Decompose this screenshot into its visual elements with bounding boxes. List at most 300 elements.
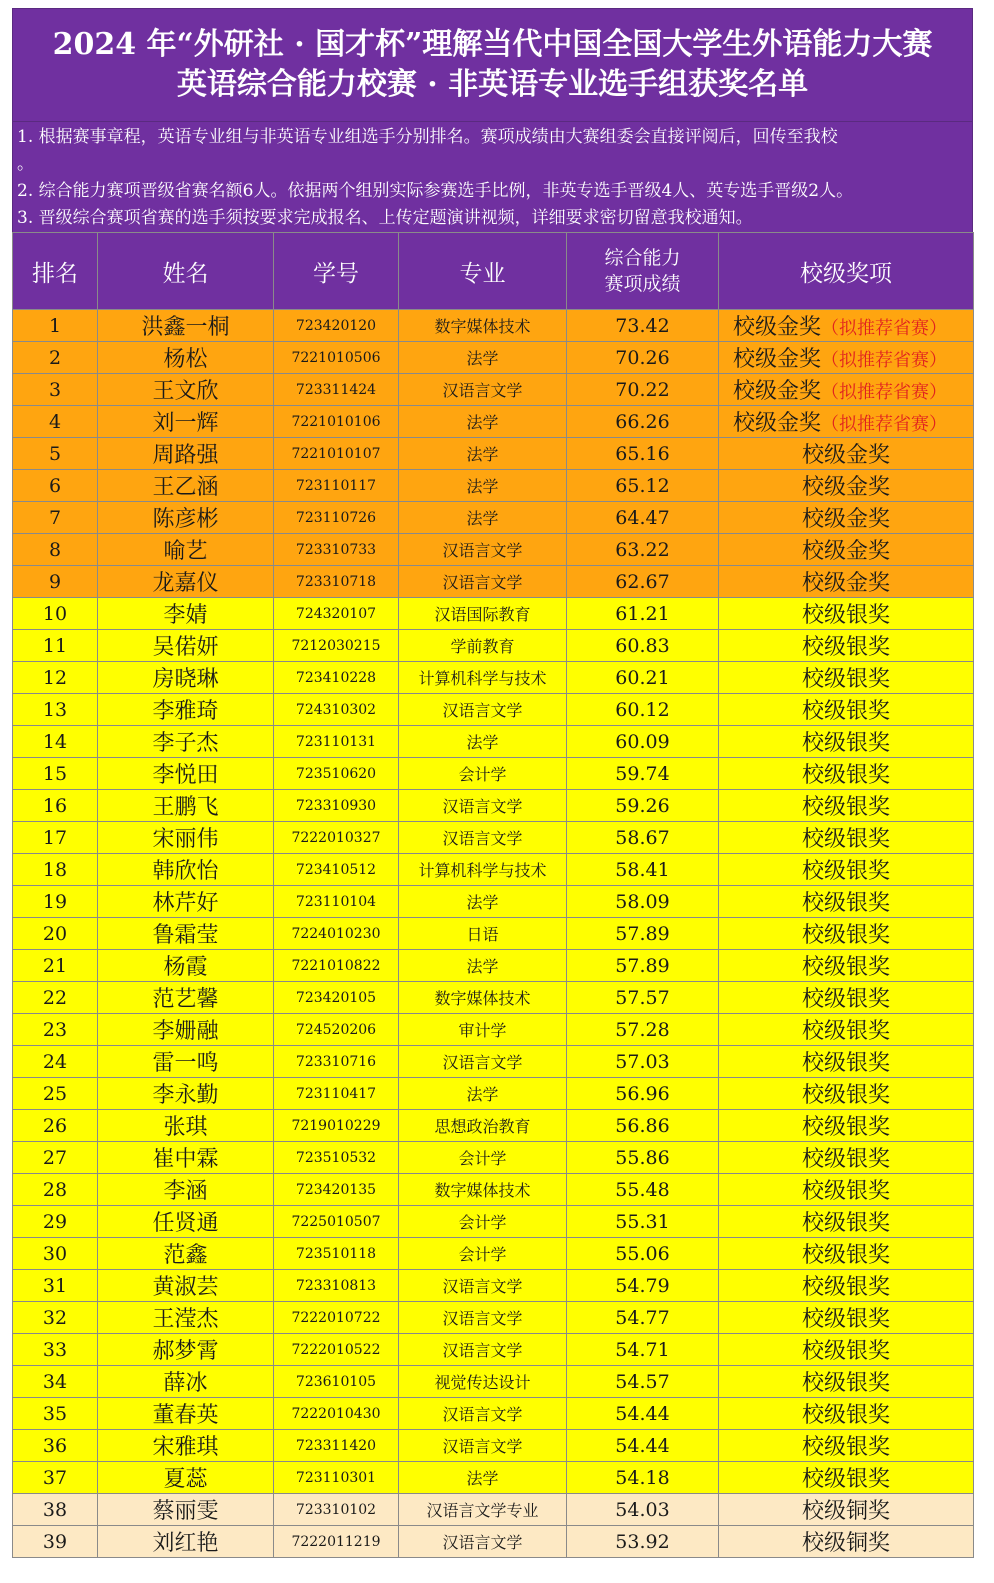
rank-cell: 7 <box>13 502 98 534</box>
award-label: 校级银奖 <box>801 1211 890 1236</box>
major-cell: 计算机科学与技术 <box>399 854 567 886</box>
student-id-cell: 723510118 <box>274 1238 399 1270</box>
recommend-note: （拟推荐省赛） <box>821 318 948 339</box>
award-cell <box>719 694 974 726</box>
rank-cell: 12 <box>13 662 98 694</box>
name-cell: 吴偌妍 <box>98 630 274 662</box>
table-row <box>13 534 974 566</box>
award-label: 校级金奖 <box>733 315 822 340</box>
score-cell: 54.18 <box>567 1462 719 1494</box>
major-cell: 法学 <box>399 502 567 534</box>
table-row <box>13 1398 974 1430</box>
score-cell: 66.26 <box>567 406 719 438</box>
score-cell: 54.57 <box>567 1366 719 1398</box>
note-1: 1. 根据赛事章程，英语专业组与非英语专业组选手分别排名。赛项成绩由大赛组委会直接评阅后，回传至我校 <box>17 127 838 147</box>
award-cell <box>719 1430 974 1462</box>
major-cell: 汉语言文学 <box>399 1398 567 1430</box>
header-rank: 排名 <box>13 233 98 310</box>
major-cell: 汉语言文学 <box>399 822 567 854</box>
student-id-cell: 724310302 <box>274 694 399 726</box>
award-label: 校级银奖 <box>801 603 890 628</box>
rank-cell: 27 <box>13 1142 98 1174</box>
student-id-cell: 723410228 <box>274 662 399 694</box>
student-id-cell: 7212030215 <box>274 630 399 662</box>
student-id-cell: 7221010822 <box>274 950 399 982</box>
table-row <box>13 310 974 342</box>
award-table <box>12 232 974 1558</box>
name-cell: 范鑫 <box>98 1238 274 1270</box>
award-cell <box>719 854 974 886</box>
major-cell: 会计学 <box>399 1238 567 1270</box>
award-label: 校级银奖 <box>801 1275 890 1300</box>
award-cell <box>719 630 974 662</box>
award-label: 校级银奖 <box>801 1179 890 1204</box>
student-id-cell: 723310102 <box>274 1494 399 1526</box>
award-cell <box>719 918 974 950</box>
major-cell: 法学 <box>399 1462 567 1494</box>
award-cell <box>719 374 974 406</box>
score-cell: 57.57 <box>567 982 719 1014</box>
name-cell: 房晓琳 <box>98 662 274 694</box>
header-score-line-2: 赛项成绩 <box>604 273 681 295</box>
score-cell: 55.31 <box>567 1206 719 1238</box>
award-label: 校级银奖 <box>801 1243 890 1268</box>
score-cell: 55.06 <box>567 1238 719 1270</box>
student-id-cell: 7225010507 <box>274 1206 399 1238</box>
score-cell: 58.09 <box>567 886 719 918</box>
award-cell <box>719 598 974 630</box>
score-cell: 62.67 <box>567 566 719 598</box>
rank-cell: 17 <box>13 822 98 854</box>
award-cell <box>719 502 974 534</box>
table-row <box>13 1206 974 1238</box>
score-cell: 53.92 <box>567 1526 719 1558</box>
award-label: 校级银奖 <box>801 635 890 660</box>
award-label: 校级银奖 <box>801 1083 890 1108</box>
award-sheet <box>12 8 973 1558</box>
student-id-cell: 723310716 <box>274 1046 399 1078</box>
major-cell: 汉语言文学 <box>399 1430 567 1462</box>
award-label: 校级银奖 <box>801 1435 890 1460</box>
rank-cell: 26 <box>13 1110 98 1142</box>
name-cell: 董春英 <box>98 1398 274 1430</box>
score-cell: 54.44 <box>567 1430 719 1462</box>
table-row <box>13 1366 974 1398</box>
award-cell <box>719 1238 974 1270</box>
student-id-cell: 723420105 <box>274 982 399 1014</box>
student-id-cell: 7222011219 <box>274 1526 399 1558</box>
award-label: 校级银奖 <box>801 1307 890 1332</box>
name-cell: 王文欣 <box>98 374 274 406</box>
award-cell <box>719 1398 974 1430</box>
student-id-cell: 7224010230 <box>274 918 399 950</box>
title-line-1: 2024 年“外研社 · 国才杯”理解当代中国全国大学生外语能力大赛 <box>52 27 933 62</box>
award-cell <box>719 1014 974 1046</box>
name-cell: 陈彦彬 <box>98 502 274 534</box>
award-cell <box>719 1078 974 1110</box>
score-cell: 58.41 <box>567 854 719 886</box>
rank-cell: 25 <box>13 1078 98 1110</box>
major-cell: 数字媒体技术 <box>399 982 567 1014</box>
student-id-cell: 723110726 <box>274 502 399 534</box>
name-cell: 张琪 <box>98 1110 274 1142</box>
rank-cell: 37 <box>13 1462 98 1494</box>
major-cell: 汉语国际教育 <box>399 598 567 630</box>
table-row <box>13 566 974 598</box>
award-cell <box>719 950 974 982</box>
rank-cell: 11 <box>13 630 98 662</box>
note-1-cont: 。 <box>17 154 34 174</box>
score-cell: 73.42 <box>567 310 719 342</box>
rank-cell: 23 <box>13 1014 98 1046</box>
table-row <box>13 950 974 982</box>
table-row <box>13 438 974 470</box>
table-row <box>13 1014 974 1046</box>
major-cell: 思想政治教育 <box>399 1110 567 1142</box>
major-cell: 汉语言文学专业 <box>399 1494 567 1526</box>
rank-cell: 8 <box>13 534 98 566</box>
name-cell: 李婧 <box>98 598 274 630</box>
student-id-cell: 723110301 <box>274 1462 399 1494</box>
major-cell: 会计学 <box>399 1142 567 1174</box>
table-row <box>13 854 974 886</box>
recommend-note: （拟推荐省赛） <box>821 382 948 403</box>
student-id-cell: 723610105 <box>274 1366 399 1398</box>
name-cell: 雷一鸣 <box>98 1046 274 1078</box>
award-label: 校级银奖 <box>801 795 890 820</box>
award-label: 校级银奖 <box>801 1147 890 1172</box>
major-cell: 数字媒体技术 <box>399 310 567 342</box>
major-cell: 法学 <box>399 886 567 918</box>
header-major: 专业 <box>399 233 567 310</box>
title-block <box>12 8 973 122</box>
student-id-cell: 7222010522 <box>274 1334 399 1366</box>
table-row <box>13 406 974 438</box>
award-label: 校级银奖 <box>801 1467 890 1492</box>
table-row <box>13 470 974 502</box>
score-cell: 57.89 <box>567 918 719 950</box>
student-id-cell: 723110104 <box>274 886 399 918</box>
table-row <box>13 758 974 790</box>
table-row <box>13 1462 974 1494</box>
table-row <box>13 1238 974 1270</box>
student-id-cell: 723311424 <box>274 374 399 406</box>
table-body <box>13 310 974 1558</box>
score-cell: 59.26 <box>567 790 719 822</box>
award-cell <box>719 1494 974 1526</box>
award-cell <box>719 534 974 566</box>
score-cell: 58.67 <box>567 822 719 854</box>
student-id-cell: 723510532 <box>274 1142 399 1174</box>
major-cell: 会计学 <box>399 758 567 790</box>
award-label: 校级银奖 <box>801 891 890 916</box>
table-row <box>13 982 974 1014</box>
score-cell: 57.89 <box>567 950 719 982</box>
award-cell <box>719 1302 974 1334</box>
major-cell: 数字媒体技术 <box>399 1174 567 1206</box>
rank-cell: 36 <box>13 1430 98 1462</box>
name-cell: 龙嘉仪 <box>98 566 274 598</box>
student-id-cell: 7222010327 <box>274 822 399 854</box>
rank-cell: 6 <box>13 470 98 502</box>
award-cell <box>719 1046 974 1078</box>
table-row <box>13 630 974 662</box>
table-row <box>13 598 974 630</box>
award-label: 校级银奖 <box>801 763 890 788</box>
award-cell <box>719 982 974 1014</box>
table-row <box>13 1334 974 1366</box>
name-cell: 范艺馨 <box>98 982 274 1014</box>
award-cell <box>719 1270 974 1302</box>
score-cell: 60.12 <box>567 694 719 726</box>
rank-cell: 21 <box>13 950 98 982</box>
name-cell: 夏蕊 <box>98 1462 274 1494</box>
student-id-cell: 723110131 <box>274 726 399 758</box>
note-2: 2. 综合能力赛项晋级省赛名额6人。依据两个组别实际参赛选手比例，非英专选手晋级4人、英专选手晋级2人。 <box>17 181 854 201</box>
award-label: 校级金奖 <box>733 411 822 436</box>
table-row <box>13 342 974 374</box>
table-row <box>13 374 974 406</box>
student-id-cell: 723311420 <box>274 1430 399 1462</box>
rank-cell: 33 <box>13 1334 98 1366</box>
header-row <box>13 233 974 310</box>
award-cell <box>719 438 974 470</box>
major-cell: 汉语言文学 <box>399 694 567 726</box>
name-cell: 杨霞 <box>98 950 274 982</box>
table-row <box>13 1142 974 1174</box>
score-cell: 54.79 <box>567 1270 719 1302</box>
award-label: 校级铜奖 <box>801 1531 890 1556</box>
score-cell: 54.71 <box>567 1334 719 1366</box>
rank-cell: 20 <box>13 918 98 950</box>
award-label: 校级银奖 <box>801 923 890 948</box>
name-cell: 蔡丽雯 <box>98 1494 274 1526</box>
major-cell: 法学 <box>399 342 567 374</box>
award-label: 校级铜奖 <box>801 1499 890 1524</box>
score-cell: 70.26 <box>567 342 719 374</box>
name-cell: 宋雅琪 <box>98 1430 274 1462</box>
rank-cell: 15 <box>13 758 98 790</box>
table-row <box>13 918 974 950</box>
major-cell: 法学 <box>399 950 567 982</box>
rank-cell: 29 <box>13 1206 98 1238</box>
award-cell <box>719 886 974 918</box>
award-cell <box>719 342 974 374</box>
award-label: 校级银奖 <box>801 1115 890 1140</box>
score-cell: 60.09 <box>567 726 719 758</box>
award-label: 校级银奖 <box>801 699 890 724</box>
student-id-cell: 723110117 <box>274 470 399 502</box>
score-cell: 54.03 <box>567 1494 719 1526</box>
award-cell <box>719 1526 974 1558</box>
table-row <box>13 1078 974 1110</box>
name-cell: 喻艺 <box>98 534 274 566</box>
rank-cell: 3 <box>13 374 98 406</box>
award-label: 校级金奖 <box>801 507 890 532</box>
name-cell: 李雅琦 <box>98 694 274 726</box>
name-cell: 鲁霜莹 <box>98 918 274 950</box>
table-row <box>13 790 974 822</box>
award-label: 校级银奖 <box>801 859 890 884</box>
award-cell <box>719 822 974 854</box>
award-label: 校级金奖 <box>801 571 890 596</box>
student-id-cell: 724320107 <box>274 598 399 630</box>
name-cell: 李永勤 <box>98 1078 274 1110</box>
rank-cell: 18 <box>13 854 98 886</box>
award-label: 校级银奖 <box>801 1339 890 1364</box>
major-cell: 法学 <box>399 726 567 758</box>
student-id-cell: 723110417 <box>274 1078 399 1110</box>
table-row <box>13 886 974 918</box>
score-cell: 60.21 <box>567 662 719 694</box>
student-id-cell: 7222010722 <box>274 1302 399 1334</box>
award-label: 校级金奖 <box>801 443 890 468</box>
rank-cell: 28 <box>13 1174 98 1206</box>
score-cell: 57.28 <box>567 1014 719 1046</box>
table-row <box>13 1046 974 1078</box>
student-id-cell: 7221010107 <box>274 438 399 470</box>
rank-cell: 38 <box>13 1494 98 1526</box>
header-name: 姓名 <box>98 233 274 310</box>
title-line-2: 英语综合能力校赛 · 非英语专业选手组获奖名单 <box>176 67 809 102</box>
name-cell: 宋丽伟 <box>98 822 274 854</box>
table-row <box>13 1174 974 1206</box>
major-cell: 法学 <box>399 438 567 470</box>
student-id-cell: 723310733 <box>274 534 399 566</box>
rank-cell: 5 <box>13 438 98 470</box>
name-cell: 王乙涵 <box>98 470 274 502</box>
name-cell: 洪鑫一桐 <box>98 310 274 342</box>
rank-cell: 31 <box>13 1270 98 1302</box>
award-label: 校级银奖 <box>801 731 890 756</box>
student-id-cell: 723310718 <box>274 566 399 598</box>
name-cell: 韩欣怡 <box>98 854 274 886</box>
major-cell: 汉语言文学 <box>399 1334 567 1366</box>
major-cell: 计算机科学与技术 <box>399 662 567 694</box>
name-cell: 林芹好 <box>98 886 274 918</box>
table-row <box>13 1430 974 1462</box>
award-label: 校级银奖 <box>801 1019 890 1044</box>
rank-cell: 35 <box>13 1398 98 1430</box>
note-3: 3. 晋级综合赛项省赛的选手须按要求完成报名、上传定题演讲视频，详细要求密切留意我校通知。 <box>17 208 753 228</box>
student-id-cell: 724520206 <box>274 1014 399 1046</box>
table-row <box>13 694 974 726</box>
name-cell: 李涵 <box>98 1174 274 1206</box>
header-award: 校级奖项 <box>719 233 974 310</box>
name-cell: 薛冰 <box>98 1366 274 1398</box>
rank-cell: 34 <box>13 1366 98 1398</box>
award-cell <box>719 1366 974 1398</box>
table-row <box>13 1110 974 1142</box>
name-cell: 王滢杰 <box>98 1302 274 1334</box>
name-cell: 李姗融 <box>98 1014 274 1046</box>
name-cell: 王鹏飞 <box>98 790 274 822</box>
name-cell: 李悦田 <box>98 758 274 790</box>
score-cell: 63.22 <box>567 534 719 566</box>
rank-cell: 39 <box>13 1526 98 1558</box>
rank-cell: 30 <box>13 1238 98 1270</box>
major-cell: 汉语言文学 <box>399 1270 567 1302</box>
score-cell: 64.47 <box>567 502 719 534</box>
award-label: 校级银奖 <box>801 827 890 852</box>
major-cell: 汉语言文学 <box>399 566 567 598</box>
rank-cell: 2 <box>13 342 98 374</box>
score-cell: 57.03 <box>567 1046 719 1078</box>
major-cell: 汉语言文学 <box>399 1046 567 1078</box>
score-cell: 60.83 <box>567 630 719 662</box>
score-cell: 54.77 <box>567 1302 719 1334</box>
rank-cell: 13 <box>13 694 98 726</box>
award-cell <box>719 662 974 694</box>
major-cell: 汉语言文学 <box>399 1302 567 1334</box>
score-cell: 56.96 <box>567 1078 719 1110</box>
score-cell: 65.12 <box>567 470 719 502</box>
award-cell <box>719 1462 974 1494</box>
student-id-cell: 723420120 <box>274 310 399 342</box>
header-score <box>567 233 719 310</box>
name-cell: 李子杰 <box>98 726 274 758</box>
rank-cell: 10 <box>13 598 98 630</box>
name-cell: 周路强 <box>98 438 274 470</box>
major-cell: 学前教育 <box>399 630 567 662</box>
score-cell: 54.44 <box>567 1398 719 1430</box>
award-cell <box>719 790 974 822</box>
student-id-cell: 7222010430 <box>274 1398 399 1430</box>
award-label: 校级银奖 <box>801 987 890 1012</box>
major-cell: 汉语言文学 <box>399 1526 567 1558</box>
award-label: 校级银奖 <box>801 955 890 980</box>
major-cell: 视觉传达设计 <box>399 1366 567 1398</box>
major-cell: 汉语言文学 <box>399 374 567 406</box>
score-cell: 55.86 <box>567 1142 719 1174</box>
table-row <box>13 1270 974 1302</box>
name-cell: 刘红艳 <box>98 1526 274 1558</box>
score-cell: 61.21 <box>567 598 719 630</box>
award-cell <box>719 406 974 438</box>
award-cell <box>719 1110 974 1142</box>
award-label: 校级银奖 <box>801 1371 890 1396</box>
student-id-cell: 723310930 <box>274 790 399 822</box>
header-id: 学号 <box>274 233 399 310</box>
major-cell: 汉语言文学 <box>399 534 567 566</box>
rank-cell: 16 <box>13 790 98 822</box>
award-cell <box>719 470 974 502</box>
table-row <box>13 1526 974 1558</box>
major-cell: 审计学 <box>399 1014 567 1046</box>
award-label: 校级金奖 <box>801 475 890 500</box>
student-id-cell: 723510620 <box>274 758 399 790</box>
award-cell <box>719 1334 974 1366</box>
student-id-cell: 723410512 <box>274 854 399 886</box>
recommend-note: （拟推荐省赛） <box>821 414 948 435</box>
name-cell: 郝梦霄 <box>98 1334 274 1366</box>
major-cell: 日语 <box>399 918 567 950</box>
student-id-cell: 7219010229 <box>274 1110 399 1142</box>
score-cell: 59.74 <box>567 758 719 790</box>
score-cell: 65.16 <box>567 438 719 470</box>
table-row <box>13 1494 974 1526</box>
award-cell <box>719 1142 974 1174</box>
rank-cell: 4 <box>13 406 98 438</box>
major-cell: 会计学 <box>399 1206 567 1238</box>
name-cell: 杨松 <box>98 342 274 374</box>
score-cell: 55.48 <box>567 1174 719 1206</box>
award-cell <box>719 1174 974 1206</box>
name-cell: 刘一辉 <box>98 406 274 438</box>
recommend-note: （拟推荐省赛） <box>821 350 948 371</box>
student-id-cell: 7221010106 <box>274 406 399 438</box>
table-row <box>13 502 974 534</box>
